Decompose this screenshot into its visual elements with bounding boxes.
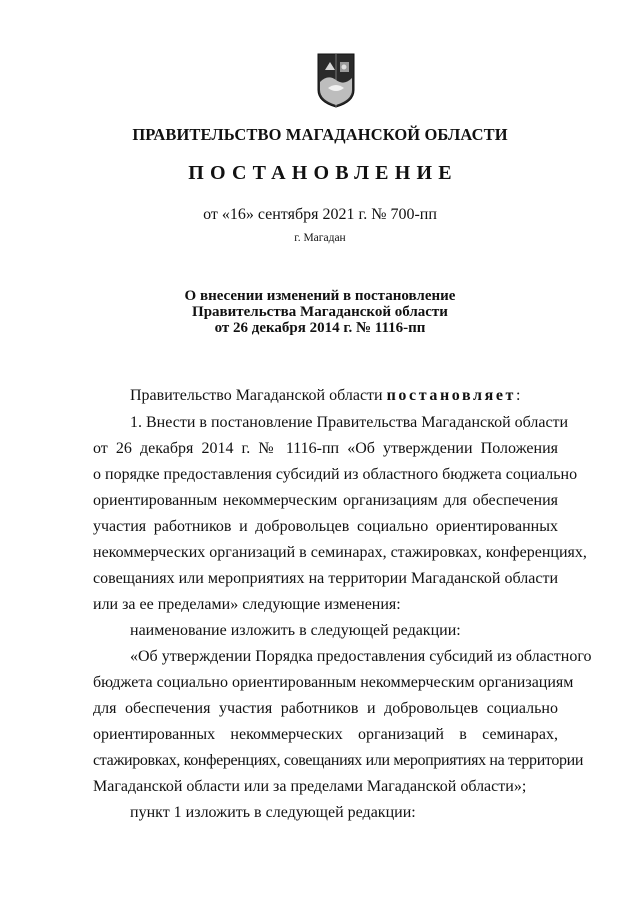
subject-line: О внесении изменений в постановление xyxy=(184,288,456,304)
enacting-keyword: постановляет xyxy=(386,387,517,404)
paragraph-line: 1. Внести в постановление Правительства Магаданской области xyxy=(130,414,569,431)
paragraph-line: участия работников и добровольцев социально ориентированных xyxy=(93,518,558,535)
magadan-coat-of-arms-icon xyxy=(316,52,356,108)
quote-line: стажировках, конференциях, совещаниях или мероприятиях на территории xyxy=(93,752,584,769)
paragraph-line: ориентированным некоммерческим организациям для обеспечения xyxy=(93,492,558,509)
paragraph-line: совещаниях или мероприятиях на территории Магаданской области xyxy=(93,570,558,587)
enacting-suffix: : xyxy=(516,387,521,404)
quote-line: ориентированных некоммерческих организаций в семинарах, xyxy=(93,726,558,743)
document-type: ПОСТАНОВЛЕНИЕ xyxy=(188,162,458,184)
item-1-paragraph xyxy=(93,410,592,826)
subject-line: Правительства Магаданской области xyxy=(192,304,448,320)
paragraph-line: о порядке предоставления субсидий из областного бюджета социально xyxy=(93,466,578,483)
enacting-clause xyxy=(130,383,560,409)
quote-line: Магаданской области или за пределами Магаданской области»; xyxy=(93,778,527,795)
subject-line: от 26 декабря 2014 г. № 1116-пп xyxy=(214,320,426,336)
quote-line: бюджета социально ориентированным некоммерческим организациям xyxy=(93,674,574,691)
quote-line: «Об утверждении Порядка предоставления субсидий из областного xyxy=(130,648,592,665)
date-number-line: от «16» сентября 2021 г. № 700-пп xyxy=(203,206,437,223)
subject-block xyxy=(0,288,640,336)
government-name: ПРАВИТЕЛЬСТВО МАГАДАНСКОЙ ОБЛАСТИ xyxy=(132,125,508,144)
point-1-change-instruction: пункт 1 изложить в следующей редакции: xyxy=(130,804,416,821)
city: г. Магадан xyxy=(294,232,346,244)
quote-line: для обеспечения участия работников и добровольцев социально xyxy=(93,700,558,717)
paragraph-line: или за ее пределами» следующие изменения: xyxy=(93,596,401,613)
paragraph-line: от 26 декабря 2014 г. № 1116-пп «Об утверждении Положения xyxy=(93,440,558,457)
enacting-prefix: Правительство Магаданской области xyxy=(130,387,387,404)
title-change-instruction: наименование изложить в следующей редакции: xyxy=(130,622,461,639)
paragraph-line: некоммерческих организаций в семинарах, стажировках, конференциях, xyxy=(93,544,587,561)
